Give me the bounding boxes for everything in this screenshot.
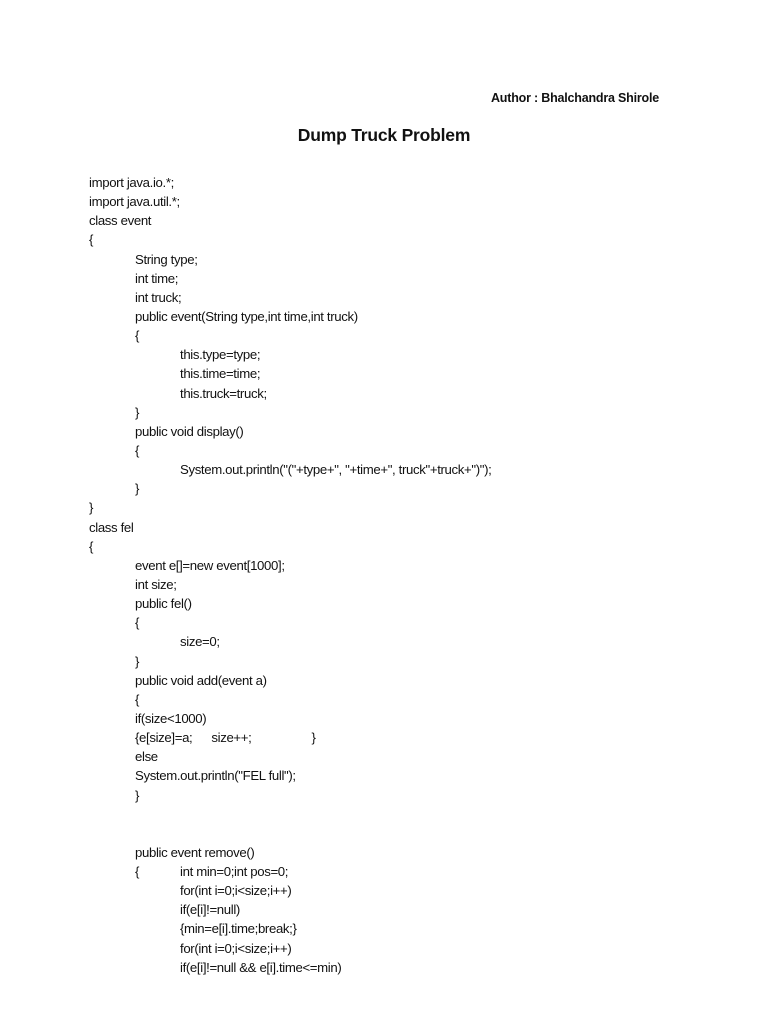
code-line: size=0; <box>180 634 220 650</box>
code-line: event e[]=new event[1000]; <box>135 557 285 573</box>
blank-line <box>89 824 729 843</box>
code-line: public void display() <box>135 423 244 439</box>
code-line: public event(String type,int time,int truck) <box>135 308 358 324</box>
code-segment: } <box>311 730 316 746</box>
code-line: { <box>135 442 140 458</box>
code-line: class event <box>89 213 152 229</box>
code-line: { <box>135 328 140 344</box>
code-line: { <box>135 615 140 631</box>
code-line: { <box>89 232 94 248</box>
code-line: } <box>135 787 140 803</box>
code-line: public event remove() <box>135 844 255 860</box>
code-line: this.time=time; <box>180 366 261 382</box>
code-line: if(e[i]!=null && e[i].time<=min) <box>180 959 342 975</box>
code-line: } <box>135 481 140 497</box>
document-title: Dump Truck Problem <box>297 125 471 145</box>
author-line: Author : Bhalchandra Shirole <box>490 91 659 105</box>
code-line: import java.util.*; <box>89 194 180 210</box>
code-line: int time; <box>135 270 179 286</box>
code-line: System.out.println("("+type+", "+time+", truck"+truck+")"); <box>180 462 492 478</box>
code-line: for(int i=0;i<size;i++) <box>180 940 292 956</box>
code-line: import java.io.*; <box>89 175 174 190</box>
code-line: public void add(event a) <box>135 672 267 688</box>
code-line <box>89 728 729 747</box>
code-line: System.out.println("FEL full"); <box>135 768 296 784</box>
code-line: int size; <box>135 576 177 592</box>
code-line: for(int i=0;i<size;i++) <box>180 883 292 899</box>
code-line <box>89 862 729 881</box>
code-segment: size++; <box>211 730 252 746</box>
code-line: public fel() <box>135 596 192 612</box>
code-line: this.truck=truck; <box>180 385 267 401</box>
code-line: {min=e[i].time;break;} <box>180 921 297 937</box>
code-line: } <box>135 404 140 420</box>
code-segment: { <box>135 864 140 880</box>
code-line: int truck; <box>135 289 182 305</box>
code-line: class fel <box>89 519 134 535</box>
code-line: else <box>135 749 158 765</box>
code-line: { <box>135 691 140 707</box>
code-segment: {e[size]=a; <box>135 730 193 746</box>
code-line: } <box>135 653 140 669</box>
code-line: { <box>89 538 94 554</box>
blank-line <box>89 805 729 824</box>
code-segment: int min=0;int pos=0; <box>180 864 289 880</box>
code-listing <box>89 173 729 977</box>
code-line: String type; <box>135 251 198 267</box>
code-line: } <box>89 500 94 516</box>
code-line: if(size<1000) <box>135 710 207 726</box>
code-line: if(e[i]!=null) <box>180 902 240 918</box>
code-line: this.type=type; <box>180 347 261 363</box>
